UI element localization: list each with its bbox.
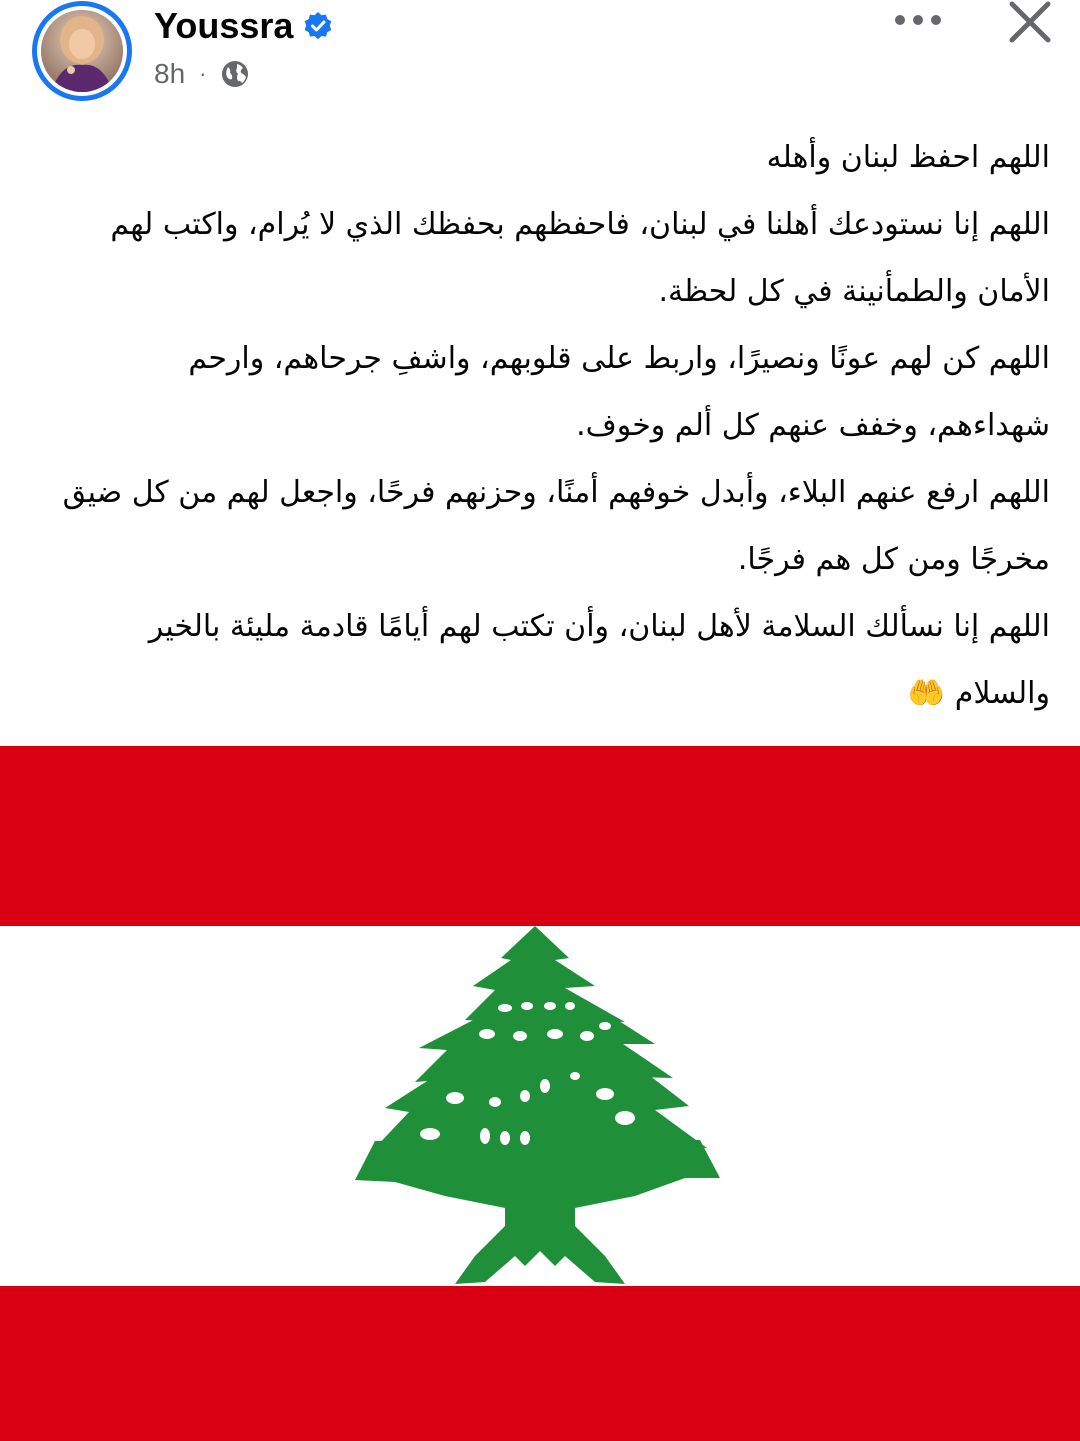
- author-name[interactable]: Youssra: [154, 5, 294, 46]
- post-line: اللهم إنا نسألك السلامة لأهل لبنان، وأن تكتب لهم أيامًا قادمة مليئة بالخير والسلام 🤲: [148, 609, 1050, 711]
- avatar-photo: [41, 10, 123, 92]
- flag-red-stripe-bottom: [0, 1286, 1080, 1441]
- post-message: [60, 124, 1050, 727]
- more-options-button[interactable]: [888, 2, 948, 36]
- post-line: اللهم إنا نستودعك أهلنا في لبنان، فاحفظهم بحفظك الذي لا يُرام، واكتب لهم الأمان والطمأنينة في كل لحظة.: [110, 207, 1050, 309]
- author-avatar[interactable]: [32, 1, 132, 101]
- verified-badge-icon: [303, 11, 333, 41]
- post-time[interactable]: 8h: [154, 58, 186, 89]
- globe-icon[interactable]: [220, 59, 250, 89]
- post-meta: [154, 56, 250, 92]
- post-header: [0, 0, 1080, 110]
- avatar-image: [41, 10, 123, 92]
- post-image-lebanon-flag[interactable]: [0, 746, 1080, 1441]
- post-line: اللهم احفظ لبنان وأهله: [766, 140, 1050, 175]
- meta-separator: ·: [199, 61, 207, 86]
- post-line: اللهم ارفع عنهم البلاء، وأبدل خوفهم أمنًا، وحزنهم فرحًا، واجعل لهم من كل ضيق مخرجًا ومن كل هم فرجًا.: [62, 475, 1050, 577]
- flag-red-stripe-top: [0, 746, 1080, 926]
- cedar-tree-icon: [355, 926, 725, 1286]
- author-name-row: [154, 4, 333, 48]
- close-button[interactable]: [1004, 0, 1056, 44]
- post-line: اللهم كن لهم عونًا ونصيرًا، واربط على قلوبهم، واشفِ جرحاهم، وارحم شهداءهم، وخفف عنهم كل ألم وخوف.: [188, 341, 1050, 443]
